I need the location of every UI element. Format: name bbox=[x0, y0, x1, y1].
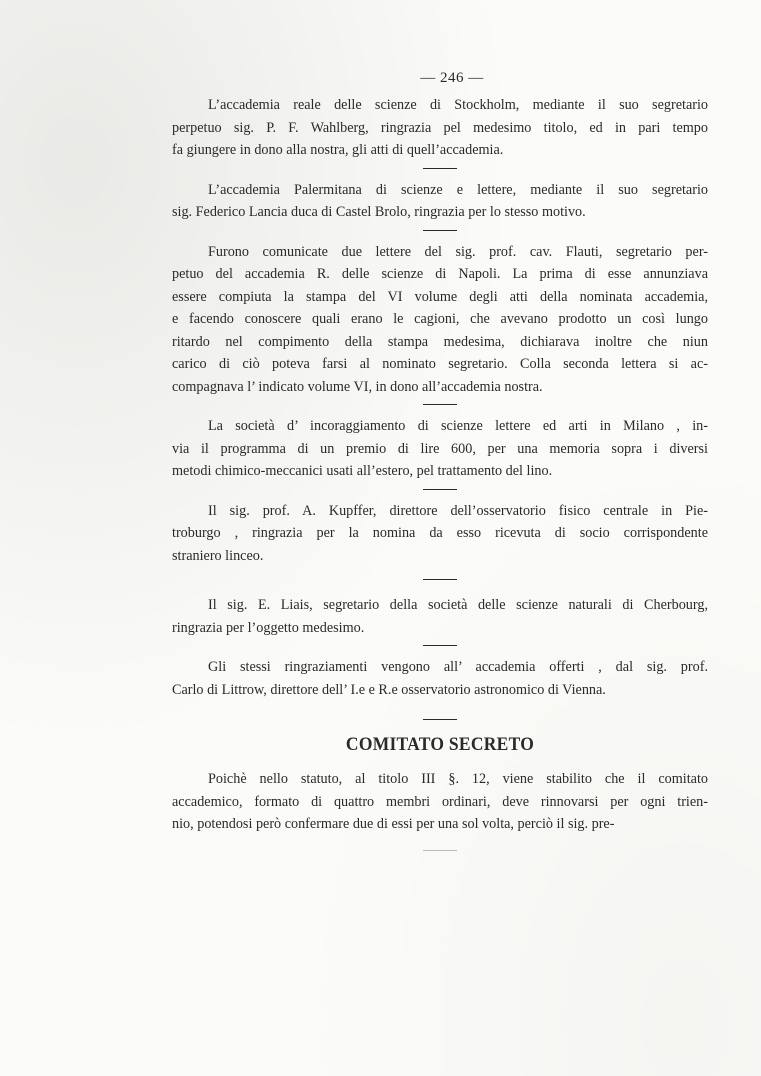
separator-rule bbox=[423, 404, 457, 405]
paragraph-napoli bbox=[172, 241, 708, 399]
paragraph-comitato bbox=[172, 768, 708, 836]
text-line: metodi chimico-meccanici usati all’estero, pel trattamento del lino. bbox=[172, 463, 553, 479]
text-line: nio, potendosi però confermare due di essi per una sol volta, perciò il sig. pre- bbox=[172, 816, 615, 832]
text-line: Carlo di Littrow, direttore dell’ I.e e R.e osservatorio astronomico di Vienna. bbox=[172, 681, 606, 698]
text-line: compagnava l’ indicato volume VI, in dono all’accademia nostra. bbox=[172, 378, 543, 395]
section-title: COMITATO SECRETO bbox=[345, 734, 535, 755]
text-line: sig. Federico Lancia duca di Castel Brolo, ringrazia per lo stesso motivo. bbox=[172, 204, 586, 220]
text-line: carico di ciò poteva farsi al nominato segretario. Colla seconda lettera si ac- bbox=[172, 356, 708, 372]
paragraph-liais bbox=[172, 594, 708, 639]
text-line: Poichè nello statuto, al titolo III §. 12, viene stabilito che il comitato bbox=[208, 771, 708, 787]
separator-rule bbox=[423, 579, 457, 580]
separator-rule-faint bbox=[423, 850, 457, 851]
paragraph-palermo bbox=[172, 179, 708, 224]
paragraph-stockholm bbox=[172, 94, 708, 162]
text-column bbox=[172, 68, 708, 861]
page-number: — 246 — bbox=[420, 70, 484, 86]
text-line: ritardo nel compimento della stampa medesima, dichiarava inoltre che niun bbox=[172, 333, 708, 350]
text-line: petuo del accademia R. delle scienze di Napoli. La prima di esse annunziava bbox=[172, 266, 708, 282]
text-line: e facendo conoscere quali erano le cagioni, che avevano prodotto un così lungo bbox=[172, 311, 708, 327]
text-line: ringrazia per l’oggetto medesimo. bbox=[172, 619, 365, 636]
paragraph-milano bbox=[172, 415, 708, 483]
separator-rule bbox=[423, 489, 457, 490]
text-line: Gli stessi ringraziamenti vengono all’ accademia offerti , dal sig. prof. bbox=[208, 659, 708, 675]
paragraph-kupffer bbox=[172, 500, 708, 568]
text-line: Il sig. E. Liais, segretario della società delle scienze naturali di Cherbourg, bbox=[208, 597, 708, 613]
text-line: fa giungere in dono alla nostra, gli atti di quell’accademia. bbox=[172, 142, 504, 158]
text-line: L’accademia reale delle scienze di Stockholm, mediante il suo segretario bbox=[208, 97, 708, 113]
text-line: Furono comunicate due lettere del sig. prof. cav. Flauti, segretario per- bbox=[208, 243, 708, 260]
text-line: perpetuo sig. P. F. Wahlberg, ringrazia pel medesimo titolo, ed in pari tempo bbox=[172, 119, 708, 136]
separator-rule bbox=[423, 168, 457, 169]
separator-rule bbox=[423, 645, 457, 646]
text-line: essere compiuta la stampa del VI volume degli atti della nominata accademia, bbox=[172, 288, 708, 305]
text-line: L’accademia Palermitana di scienze e lettere, mediante il suo segretario bbox=[208, 181, 708, 198]
text-line: straniero linceo. bbox=[172, 547, 264, 564]
separator-rule bbox=[423, 230, 457, 231]
text-line: troburgo , ringrazia per la nomina da esso ricevuta di socio corrispondente bbox=[172, 525, 708, 541]
separator-rule bbox=[423, 719, 457, 720]
paragraph-littrow bbox=[172, 656, 708, 701]
text-line: La società d’ incoraggiamento di scienze lettere ed arti in Milano , in- bbox=[208, 418, 708, 434]
text-line: via il programma di un premio di lire 600, per una memoria sopra i diversi bbox=[172, 440, 708, 457]
text-line: accademico, formato di quattro membri ordinari, deve rinnovarsi per ogni trien- bbox=[172, 793, 708, 810]
text-line: Il sig. prof. A. Kupffer, direttore dell’osservatorio fisico centrale in Pie- bbox=[208, 502, 708, 519]
